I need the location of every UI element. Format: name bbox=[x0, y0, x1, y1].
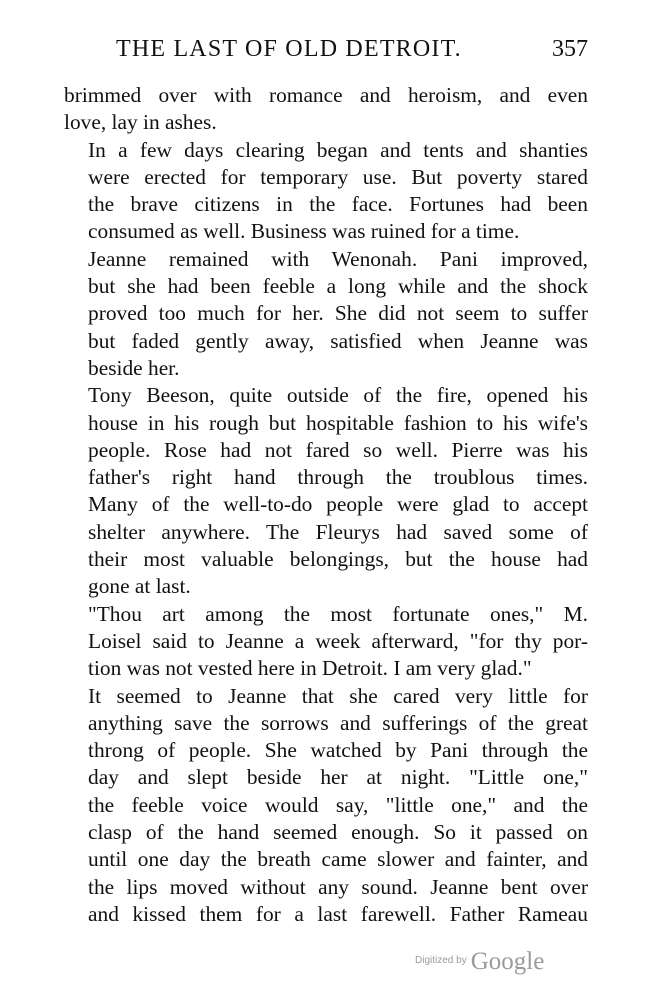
text-line: gone at last. bbox=[88, 574, 191, 599]
digitized-watermark bbox=[415, 948, 544, 978]
paragraph bbox=[64, 82, 588, 137]
text-line: their most valuable belongings, but the house had bbox=[88, 547, 588, 572]
watermark-prefix: Digitized by bbox=[415, 955, 467, 966]
text-line: until one day the breath came slower and fainter, and bbox=[88, 847, 588, 872]
text-line: but she had been feeble a long while and the shock bbox=[88, 274, 588, 299]
text-line: "Thou art among the most fortunate ones," M. bbox=[88, 601, 588, 626]
paragraph bbox=[64, 601, 588, 683]
running-title: THE LAST OF OLD DETROIT. bbox=[116, 36, 462, 62]
text-line: shelter anywhere. The Fleurys had saved some of bbox=[88, 519, 588, 544]
text-line: love, lay in ashes. bbox=[64, 110, 217, 135]
text-line: brimmed over with romance and heroism, and even bbox=[64, 83, 588, 107]
text-line: Jeanne remained with Wenonah. Pani improved, bbox=[88, 246, 588, 271]
text-line: the lips moved without any sound. Jeanne bent over bbox=[88, 874, 588, 899]
text-line: were erected for temporary use. But poverty stared bbox=[88, 164, 588, 189]
text-line: Many of the well-to-do people were glad to accept bbox=[88, 492, 588, 517]
text-line: It seemed to Jeanne that she cared very little for bbox=[88, 683, 588, 708]
paragraph bbox=[64, 382, 588, 600]
text-line: clasp of the hand seemed enough. So it passed on bbox=[88, 820, 588, 845]
text-line: but faded gently away, satisfied when Jeanne was bbox=[88, 328, 588, 353]
text-line: throng of people. She watched by Pani through the bbox=[88, 738, 588, 763]
text-line: and kissed them for a last farewell. Father Rameau bbox=[88, 901, 588, 926]
text-line: In a few days clearing began and tents and shanties bbox=[88, 137, 588, 162]
text-line: tion was not vested here in Detroit. I am very glad." bbox=[88, 656, 532, 681]
paragraph bbox=[64, 683, 588, 929]
page-number: 357 bbox=[552, 36, 588, 62]
text-line: father's right hand through the troublous times. bbox=[88, 465, 588, 490]
page-header bbox=[64, 36, 588, 66]
text-line: people. Rose had not fared so well. Pierre was his bbox=[88, 437, 588, 462]
text-line: Loisel said to Jeanne a week afterward, "for thy por- bbox=[88, 628, 588, 653]
text-line: consumed as well. Business was ruined for a time. bbox=[88, 219, 520, 244]
text-line: beside her. bbox=[88, 355, 180, 380]
text-line: house in his rough but hospitable fashion to his wife's bbox=[88, 410, 588, 435]
text-line: proved too much for her. She did not seem to suffer bbox=[88, 301, 588, 326]
text-line: the feeble voice would say, "little one," and the bbox=[88, 792, 588, 817]
body-text bbox=[64, 82, 588, 928]
text-line: day and slept beside her at night. "Little one," bbox=[88, 765, 588, 790]
text-line: anything save the sorrows and sufferings of the great bbox=[88, 710, 588, 735]
paragraph bbox=[64, 246, 588, 382]
text-line: the brave citizens in the face. Fortunes had been bbox=[88, 192, 588, 217]
google-logo: Google bbox=[470, 948, 545, 975]
paragraph bbox=[64, 137, 588, 246]
text-line: Tony Beeson, quite outside of the fire, opened his bbox=[88, 383, 588, 408]
